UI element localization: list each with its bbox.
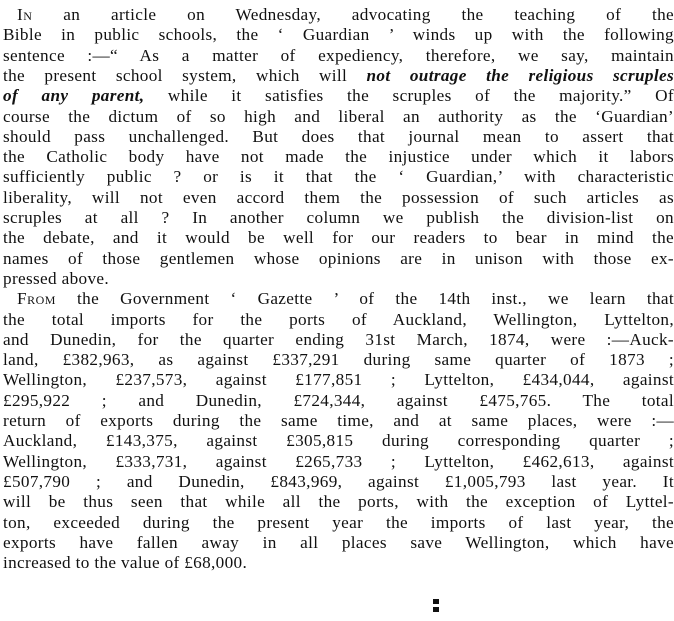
text-run: and Dunedin, for the quarter ending 31st March, 1874, were :—Auck- [3, 329, 674, 349]
text-run: Wellington, £237,573, against £177,851 ; Lyttelton, £434,044, against [3, 370, 674, 390]
text-run: increased to the value of £68,000. [3, 553, 248, 573]
newspaper-column [3, 5, 674, 615]
text-line [3, 25, 674, 45]
text-line [3, 269, 674, 289]
text-run: £295,922 ; and Dunedin, £724,344, against £475,765. The total [3, 390, 674, 410]
text-run: scruples at all ? In another column we publish the division-list on [3, 208, 674, 227]
text-line [3, 249, 674, 269]
text-line [3, 228, 674, 248]
text-run: while it satisfies the scruples of the majority.” Of [144, 86, 674, 106]
text-line [3, 208, 674, 228]
text-run: sufficiently public ? or is it that the ‘ Guardian,’ with characteristic [3, 167, 674, 187]
text-line [3, 391, 674, 411]
text-line [3, 310, 674, 330]
text-line [3, 411, 674, 431]
text-run: liberality, will not even accord them the possession of such articles as [3, 187, 674, 207]
text-line [3, 147, 674, 167]
text-line [3, 553, 674, 573]
text-line [3, 330, 674, 350]
text-line [3, 86, 674, 106]
text-line [3, 431, 674, 451]
text-run: land, £382,963, as against £337,291 during same quarter of 1873 ; [3, 350, 674, 370]
text-run: return of exports during the same time, and at same places, were :— [3, 411, 674, 430]
text-run: names of those gentlemen whose opinions are in unison with those ex- [3, 248, 674, 268]
text-run: pressed above. [3, 268, 109, 288]
text-line [3, 492, 674, 512]
text-run: ton, exceeded during the present year the imports of last year, the [3, 512, 674, 532]
text-line [3, 66, 674, 86]
italic-run: of any parent, [3, 86, 145, 106]
text-line [3, 452, 674, 472]
text-line [3, 127, 674, 147]
text-run: the present school system, which will [3, 65, 367, 85]
text-run: the debate, and it would be well for our readers to bear in mind the [3, 228, 674, 248]
text-run: an article on Wednesday, advocating the teaching of the [32, 5, 674, 24]
text-run: Wellington, £333,731, against £265,733 ; Lyttelton, £462,613, against [3, 451, 674, 471]
text-run: the Government ‘ Gazette ’ of the 14th inst., we learn that [55, 289, 674, 309]
text-line [3, 167, 674, 187]
text-run: From [17, 289, 56, 309]
text-run: £507,790 ; and Dunedin, £843,969, against £1,005,793 last year. It [3, 471, 674, 491]
text-run: In [17, 5, 33, 24]
text-run: Bible in public schools, the ‘ Guardian ’ winds up with the following [3, 25, 674, 45]
text-line [17, 5, 674, 25]
text-run: will be thus seen that while all the ports, with the exception of Lyttel- [3, 492, 674, 512]
italic-run: not outrage the religious scruples [366, 65, 674, 85]
text-line [3, 513, 674, 533]
text-line [3, 533, 674, 553]
text-run: should pass unchallenged. But does that journal mean to assert that [3, 126, 674, 146]
text-run: course the dictum of so high and liberal an authority as the ‘Guardian’ [3, 106, 674, 126]
text-line [3, 46, 674, 66]
text-line [3, 350, 674, 370]
text-run: exports have fallen away in all places save Wellington, which have [3, 532, 674, 552]
text-line [17, 289, 674, 309]
text-run: Auckland, £143,375, against £305,815 during corresponding quarter ; [3, 431, 674, 451]
text-line [3, 107, 674, 127]
text-line [3, 188, 674, 208]
text-line [3, 472, 674, 492]
text-run: the Catholic body have not made the injustice under which it labors [3, 147, 674, 167]
text-run: sentence :—“ As a matter of expediency, therefore, we say, maintain [3, 45, 674, 65]
text-run: the total imports for the ports of Auckland, Wellington, Lyttelton, [3, 309, 674, 329]
text-line [3, 370, 674, 390]
